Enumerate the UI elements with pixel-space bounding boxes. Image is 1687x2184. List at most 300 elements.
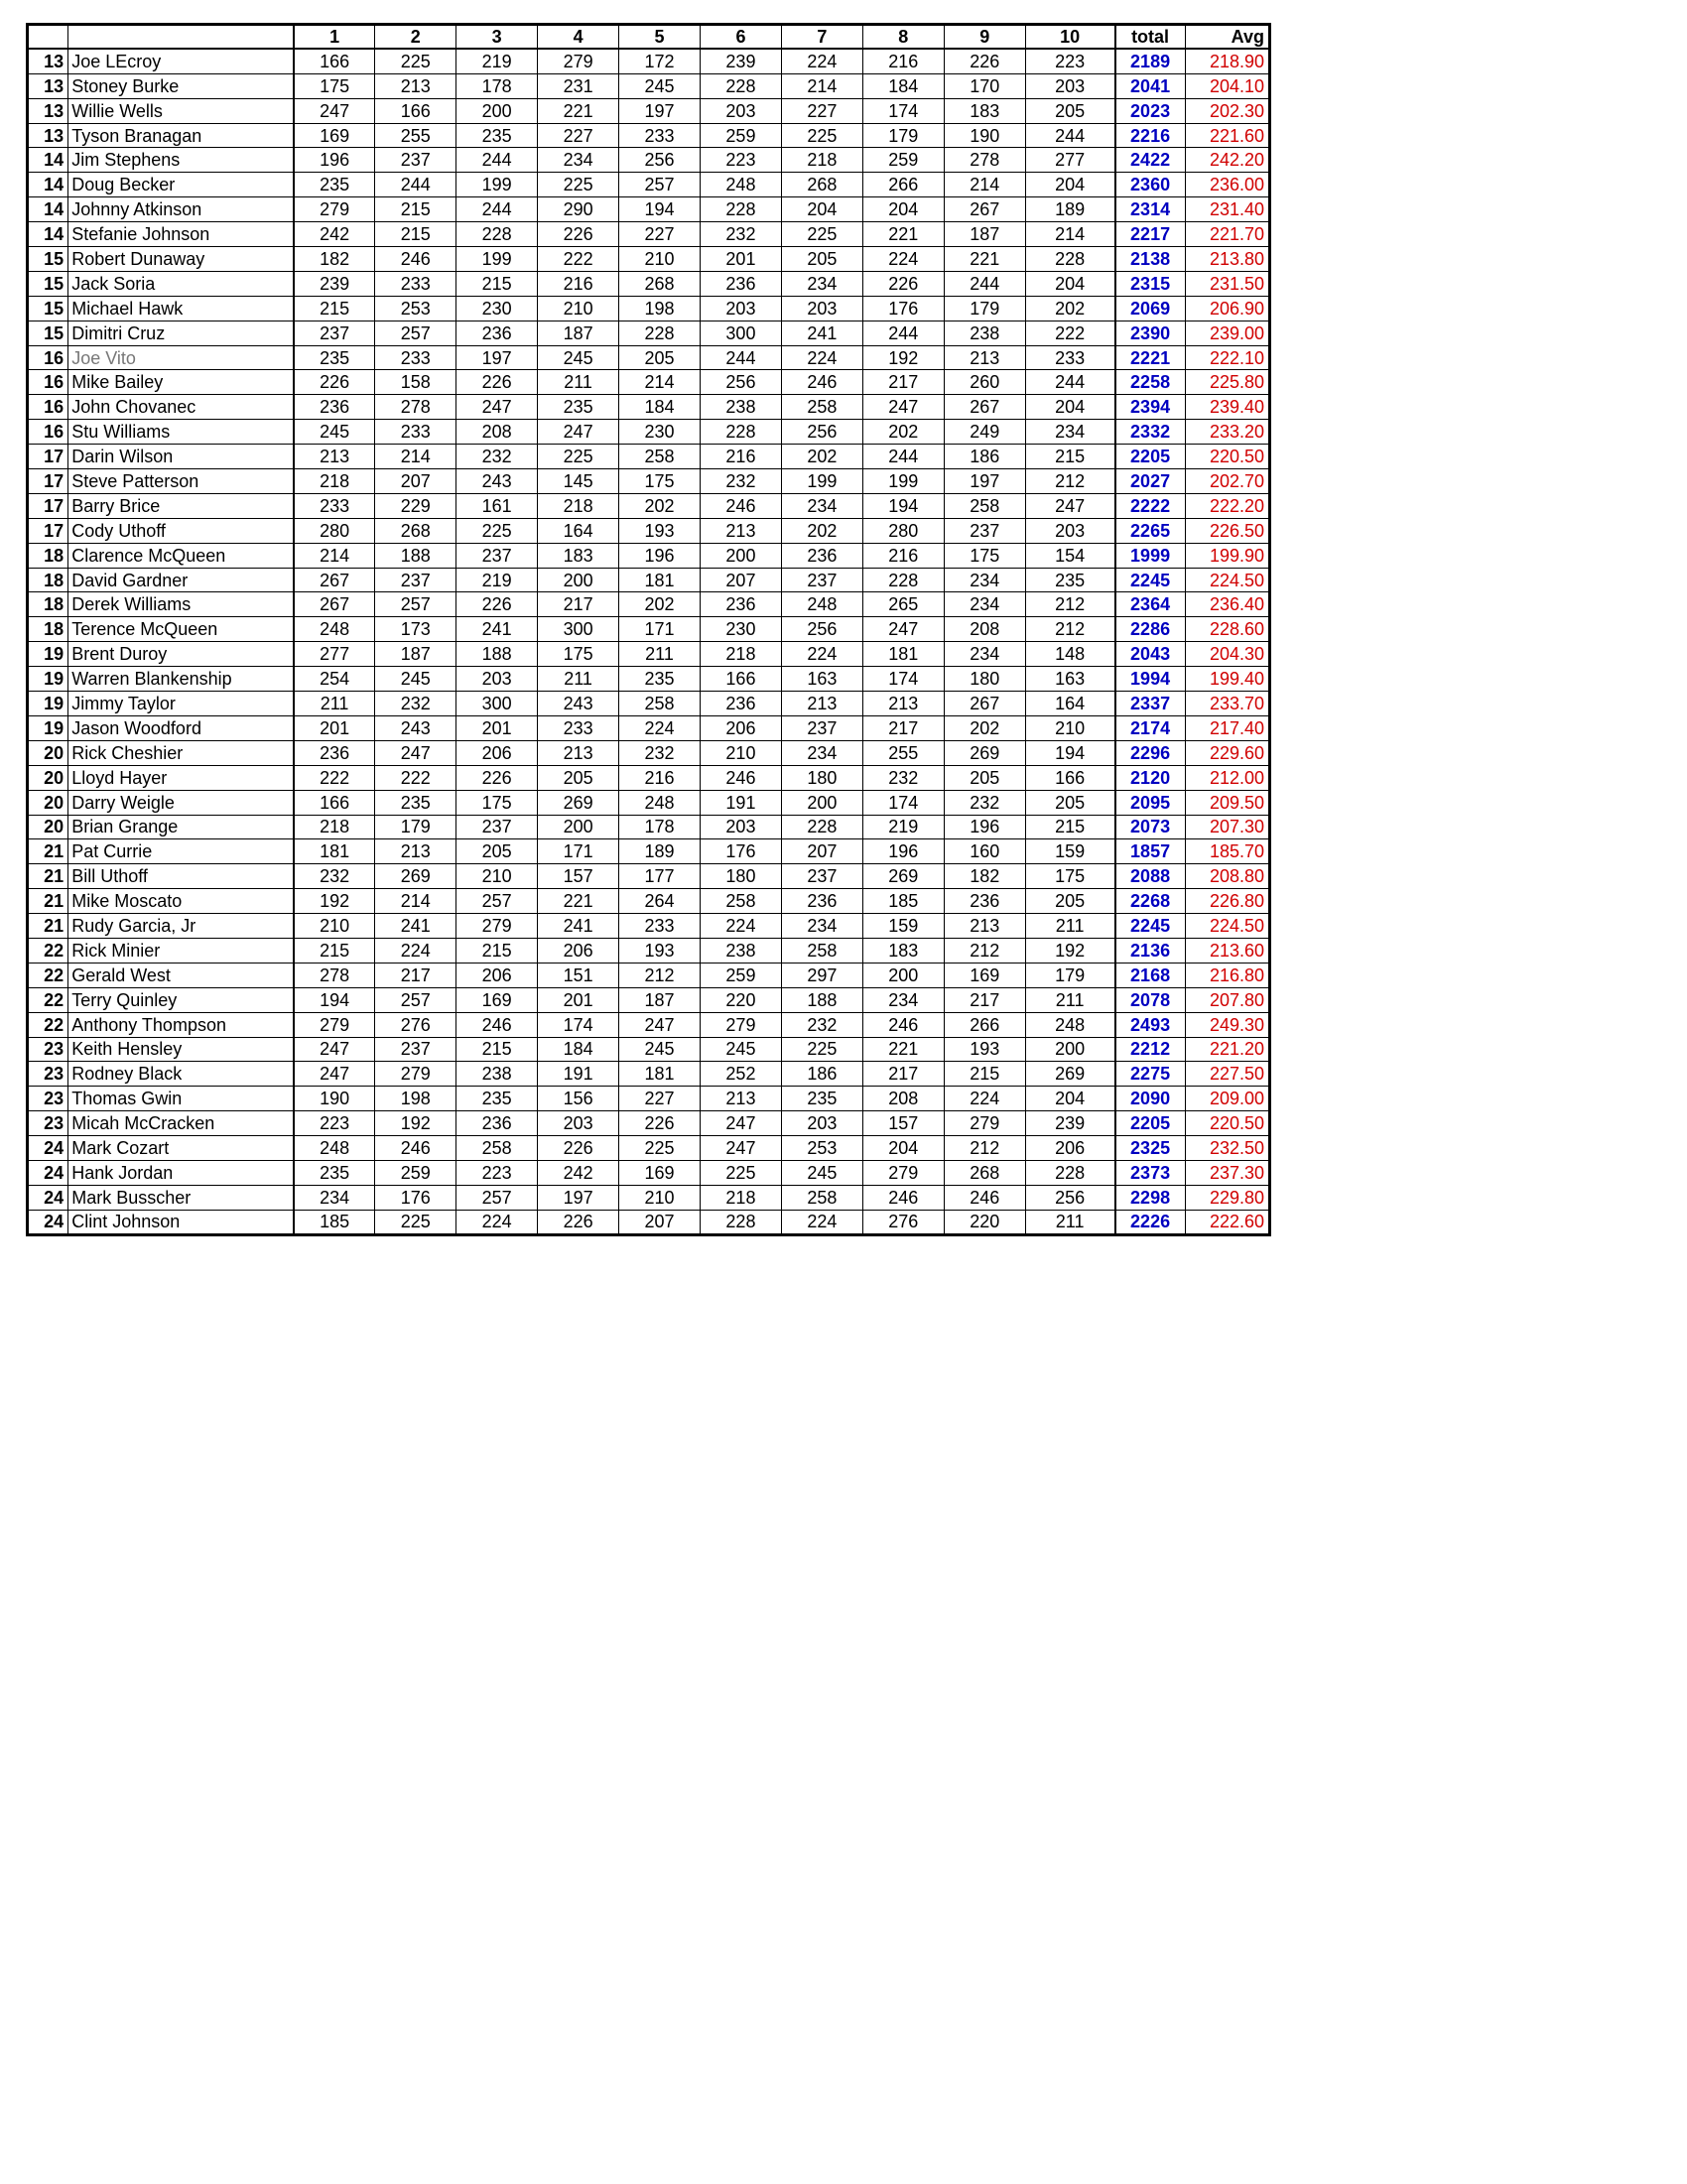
game-score-cell: 194	[1025, 740, 1114, 765]
flight-cell: 15	[28, 247, 68, 272]
total-cell: 2221	[1115, 345, 1185, 370]
game-score-cell: 203	[700, 98, 781, 123]
flight-cell: 21	[28, 839, 68, 864]
game-score-cell: 233	[375, 345, 456, 370]
game-score-cell: 249	[944, 420, 1025, 445]
avg-cell: 221.70	[1185, 222, 1270, 247]
game-score-cell: 233	[1025, 345, 1114, 370]
total-cell: 2337	[1115, 692, 1185, 716]
game-score-cell: 157	[862, 1111, 944, 1136]
game-score-cell: 279	[294, 197, 375, 222]
flight-cell: 22	[28, 1012, 68, 1037]
game-score-cell: 175	[456, 790, 538, 815]
total-cell: 2138	[1115, 247, 1185, 272]
game-score-cell: 182	[944, 864, 1025, 889]
total-cell: 2390	[1115, 321, 1185, 345]
game-score-cell: 196	[294, 148, 375, 173]
table-row	[28, 765, 1270, 790]
game-score-cell: 247	[700, 1136, 781, 1161]
game-score-cell: 222	[294, 765, 375, 790]
game-score-cell: 267	[944, 395, 1025, 420]
game-score-cell: 207	[781, 839, 862, 864]
game-score-cell: 276	[862, 1210, 944, 1234]
game-score-cell: 179	[375, 815, 456, 839]
bowler-name-cell: Rudy Garcia, Jr	[68, 914, 294, 939]
game-score-cell: 213	[944, 345, 1025, 370]
game-score-cell: 235	[781, 1087, 862, 1111]
flight-cell: 13	[28, 123, 68, 148]
game-score-cell: 300	[456, 692, 538, 716]
bowler-name-cell: Cody Uthoff	[68, 518, 294, 543]
game-score-cell: 268	[375, 518, 456, 543]
total-cell: 2069	[1115, 296, 1185, 321]
game-score-cell: 218	[294, 815, 375, 839]
game-score-cell: 256	[700, 370, 781, 395]
game-score-cell: 235	[294, 345, 375, 370]
table-row	[28, 1111, 1270, 1136]
avg-cell: 222.60	[1185, 1210, 1270, 1234]
total-cell: 2073	[1115, 815, 1185, 839]
game-score-cell: 248	[1025, 1012, 1114, 1037]
game-score-cell: 203	[538, 1111, 619, 1136]
bowler-name-cell: Doug Becker	[68, 173, 294, 197]
game-score-cell: 199	[456, 247, 538, 272]
total-cell: 2332	[1115, 420, 1185, 445]
game-score-cell: 192	[294, 889, 375, 914]
game-score-cell: 236	[294, 740, 375, 765]
game-score-cell: 171	[619, 617, 701, 642]
game-score-cell: 266	[944, 1012, 1025, 1037]
flight-cell: 13	[28, 49, 68, 73]
game-score-cell: 225	[375, 1210, 456, 1234]
game-score-cell: 213	[700, 518, 781, 543]
flight-cell: 15	[28, 296, 68, 321]
bowler-name-cell: Tyson Branagan	[68, 123, 294, 148]
game-score-cell: 279	[294, 1012, 375, 1037]
game-score-cell: 237	[375, 1037, 456, 1062]
game-score-cell: 163	[781, 667, 862, 692]
game-score-cell: 257	[456, 1185, 538, 1210]
game-score-cell: 229	[375, 493, 456, 518]
avg-cell: 202.30	[1185, 98, 1270, 123]
bowler-name-cell: Derek Williams	[68, 592, 294, 617]
flight-cell: 22	[28, 963, 68, 987]
game-score-cell: 234	[538, 148, 619, 173]
game-score-cell: 238	[700, 395, 781, 420]
game-score-cell: 238	[700, 938, 781, 963]
game-score-cell: 236	[294, 395, 375, 420]
game-score-cell: 192	[375, 1111, 456, 1136]
game-score-cell: 211	[538, 667, 619, 692]
game-score-cell: 183	[862, 938, 944, 963]
game-score-cell: 245	[700, 1037, 781, 1062]
game-score-cell: 181	[862, 642, 944, 667]
bowler-name-cell: Thomas Gwin	[68, 1087, 294, 1111]
game-score-cell: 160	[944, 839, 1025, 864]
table-row	[28, 1037, 1270, 1062]
game-score-cell: 221	[538, 98, 619, 123]
game-score-cell: 175	[294, 73, 375, 98]
game-score-cell: 215	[1025, 815, 1114, 839]
table-row	[28, 987, 1270, 1012]
game-score-cell: 247	[456, 395, 538, 420]
game-score-cell: 258	[781, 1185, 862, 1210]
avg-cell: 231.50	[1185, 271, 1270, 296]
flight-cell: 13	[28, 98, 68, 123]
game-score-cell: 222	[538, 247, 619, 272]
game-score-cell: 237	[456, 543, 538, 568]
total-cell: 2296	[1115, 740, 1185, 765]
game-score-cell: 224	[781, 345, 862, 370]
game-score-cell: 228	[1025, 1160, 1114, 1185]
avg-cell: 239.40	[1185, 395, 1270, 420]
table-row	[28, 445, 1270, 469]
flight-cell: 13	[28, 73, 68, 98]
game-score-cell: 279	[862, 1160, 944, 1185]
avg-cell: 224.50	[1185, 914, 1270, 939]
game-score-cell: 234	[294, 1185, 375, 1210]
game-score-cell: 218	[781, 148, 862, 173]
bowler-name-cell: David Gardner	[68, 568, 294, 592]
game-score-cell: 258	[619, 692, 701, 716]
game-score-cell: 179	[944, 296, 1025, 321]
game-score-cell: 166	[294, 49, 375, 73]
avg-cell: 213.80	[1185, 247, 1270, 272]
game-score-cell: 248	[700, 173, 781, 197]
game-score-cell: 237	[944, 518, 1025, 543]
game-score-cell: 241	[456, 617, 538, 642]
bowler-name-cell: Micah McCracken	[68, 1111, 294, 1136]
bowler-name-cell: Stefanie Johnson	[68, 222, 294, 247]
game-score-cell: 243	[375, 715, 456, 740]
game-score-cell: 200	[862, 963, 944, 987]
avg-cell: 249.30	[1185, 1012, 1270, 1037]
game-score-cell: 210	[538, 296, 619, 321]
flight-cell: 18	[28, 568, 68, 592]
bowler-name-cell: Brian Grange	[68, 815, 294, 839]
game-score-cell: 213	[375, 839, 456, 864]
table-row	[28, 839, 1270, 864]
game-score-cell: 217	[862, 370, 944, 395]
total-cell: 2189	[1115, 49, 1185, 73]
game-score-cell: 186	[944, 445, 1025, 469]
game-score-cell: 177	[619, 864, 701, 889]
flight-cell: 17	[28, 445, 68, 469]
game-score-cell: 237	[294, 321, 375, 345]
game-score-cell: 200	[781, 790, 862, 815]
avg-cell: 232.50	[1185, 1136, 1270, 1161]
game-score-cell: 188	[375, 543, 456, 568]
game-score-cell: 218	[294, 469, 375, 494]
game-score-cell: 212	[1025, 469, 1114, 494]
game-score-cell: 218	[700, 642, 781, 667]
game-score-cell: 257	[456, 889, 538, 914]
flight-cell: 21	[28, 864, 68, 889]
avg-cell: 229.80	[1185, 1185, 1270, 1210]
table-row	[28, 73, 1270, 98]
game-score-cell: 205	[1025, 889, 1114, 914]
game-score-cell: 206	[456, 740, 538, 765]
table-row	[28, 271, 1270, 296]
avg-cell: 221.20	[1185, 1037, 1270, 1062]
table-row	[28, 692, 1270, 716]
avg-cell: 199.90	[1185, 543, 1270, 568]
total-cell: 2493	[1115, 1012, 1185, 1037]
game-score-cell: 206	[538, 938, 619, 963]
game-score-cell: 241	[781, 321, 862, 345]
total-cell: 2136	[1115, 938, 1185, 963]
game-score-cell: 233	[375, 271, 456, 296]
game-score-cell: 244	[456, 148, 538, 173]
game-score-cell: 197	[456, 345, 538, 370]
table-row	[28, 321, 1270, 345]
avg-cell: 239.00	[1185, 321, 1270, 345]
game-score-cell: 269	[862, 864, 944, 889]
game-score-cell: 169	[294, 123, 375, 148]
game-score-cell: 214	[294, 543, 375, 568]
game-score-cell: 216	[538, 271, 619, 296]
game-score-cell: 247	[294, 1062, 375, 1087]
game-score-cell: 232	[456, 445, 538, 469]
game-score-cell: 199	[781, 469, 862, 494]
game-score-cell: 159	[1025, 839, 1114, 864]
game-score-cell: 297	[781, 963, 862, 987]
bowler-name-cell: Clint Johnson	[68, 1210, 294, 1234]
game-score-cell: 184	[862, 73, 944, 98]
game-score-cell: 236	[781, 889, 862, 914]
avg-cell: 233.20	[1185, 420, 1270, 445]
game-score-cell: 176	[700, 839, 781, 864]
game-score-cell: 259	[700, 963, 781, 987]
avg-cell: 242.20	[1185, 148, 1270, 173]
game-score-cell: 279	[538, 49, 619, 73]
bowler-name-cell: Gerald West	[68, 963, 294, 987]
game-score-cell: 223	[700, 148, 781, 173]
game-score-cell: 244	[862, 445, 944, 469]
game-score-cell: 246	[375, 247, 456, 272]
game-score-cell: 245	[538, 345, 619, 370]
game-score-cell: 148	[1025, 642, 1114, 667]
total-cell: 2041	[1115, 73, 1185, 98]
total-cell: 2268	[1115, 889, 1185, 914]
game-score-cell: 258	[619, 445, 701, 469]
flight-cell: 15	[28, 271, 68, 296]
avg-cell: 209.50	[1185, 790, 1270, 815]
game-score-cell: 202	[944, 715, 1025, 740]
game-score-cell: 264	[619, 889, 701, 914]
game-score-cell: 200	[700, 543, 781, 568]
game-score-cell: 260	[944, 370, 1025, 395]
game-score-cell: 214	[781, 73, 862, 98]
avg-cell: 236.40	[1185, 592, 1270, 617]
game-score-cell: 228	[781, 815, 862, 839]
total-cell: 2265	[1115, 518, 1185, 543]
game-score-cell: 234	[1025, 420, 1114, 445]
game-score-cell: 203	[781, 1111, 862, 1136]
game-score-cell: 253	[375, 296, 456, 321]
total-cell: 2314	[1115, 197, 1185, 222]
total-cell: 2373	[1115, 1160, 1185, 1185]
game-score-cell: 234	[781, 271, 862, 296]
avg-cell: 202.70	[1185, 469, 1270, 494]
game-score-cell: 180	[944, 667, 1025, 692]
game-score-cell: 204	[1025, 395, 1114, 420]
game-score-cell: 252	[700, 1062, 781, 1087]
game-score-cell: 203	[456, 667, 538, 692]
avg-cell: 227.50	[1185, 1062, 1270, 1087]
game-score-cell: 210	[456, 864, 538, 889]
game-score-cell: 228	[619, 321, 701, 345]
game-score-cell: 211	[538, 370, 619, 395]
game-score-cell: 269	[375, 864, 456, 889]
bowler-name-cell: Joe LEcroy	[68, 49, 294, 73]
game-score-cell: 172	[619, 49, 701, 73]
game-score-cell: 187	[538, 321, 619, 345]
total-cell: 2088	[1115, 864, 1185, 889]
game-score-cell: 180	[700, 864, 781, 889]
game-score-cell: 237	[375, 148, 456, 173]
game-score-cell: 208	[862, 1087, 944, 1111]
game-score-cell: 256	[781, 617, 862, 642]
game-score-cell: 256	[781, 420, 862, 445]
game-score-cell: 244	[944, 271, 1025, 296]
game-score-cell: 181	[619, 568, 701, 592]
game-score-cell: 211	[1025, 987, 1114, 1012]
bowler-name-cell: Mike Moscato	[68, 889, 294, 914]
game-score-cell: 228	[1025, 247, 1114, 272]
game-score-cell: 205	[944, 765, 1025, 790]
game-score-cell: 279	[700, 1012, 781, 1037]
bowler-name-cell: Pat Currie	[68, 839, 294, 864]
game-score-cell: 202	[862, 420, 944, 445]
total-cell: 2120	[1115, 765, 1185, 790]
game-score-cell: 245	[781, 1160, 862, 1185]
bowler-name-cell: Joe Vito	[68, 345, 294, 370]
bowler-name-cell: Mark Busscher	[68, 1185, 294, 1210]
game-score-cell: 183	[538, 543, 619, 568]
table-row	[28, 1185, 1270, 1210]
table-row	[28, 740, 1270, 765]
game-score-cell: 243	[538, 692, 619, 716]
avg-cell: 220.50	[1185, 1111, 1270, 1136]
game-score-cell: 246	[375, 1136, 456, 1161]
game-score-cell: 185	[294, 1210, 375, 1234]
table-row	[28, 49, 1270, 73]
game-score-cell: 178	[456, 73, 538, 98]
total-cell: 2394	[1115, 395, 1185, 420]
game-score-cell: 211	[619, 642, 701, 667]
game-score-cell: 237	[375, 568, 456, 592]
table-row	[28, 173, 1270, 197]
table-row	[28, 790, 1270, 815]
game-score-cell: 215	[944, 1062, 1025, 1087]
game-score-cell: 245	[619, 1037, 701, 1062]
game-score-cell: 219	[862, 815, 944, 839]
table-row	[28, 345, 1270, 370]
game-score-cell: 174	[862, 790, 944, 815]
game-score-cell: 248	[781, 592, 862, 617]
header-game-4: 4	[538, 25, 619, 50]
game-score-cell: 212	[944, 938, 1025, 963]
game-score-cell: 259	[375, 1160, 456, 1185]
game-score-cell: 196	[944, 815, 1025, 839]
game-score-cell: 201	[294, 715, 375, 740]
game-score-cell: 248	[294, 1136, 375, 1161]
game-score-cell: 239	[294, 271, 375, 296]
game-score-cell: 164	[538, 518, 619, 543]
avg-cell: 225.80	[1185, 370, 1270, 395]
avg-cell: 204.30	[1185, 642, 1270, 667]
total-cell: 2258	[1115, 370, 1185, 395]
game-score-cell: 207	[619, 1210, 701, 1234]
game-score-cell: 214	[619, 370, 701, 395]
game-score-cell: 226	[538, 1210, 619, 1234]
game-score-cell: 247	[294, 98, 375, 123]
game-score-cell: 174	[862, 98, 944, 123]
game-score-cell: 238	[456, 1062, 538, 1087]
header-name	[68, 25, 294, 50]
game-score-cell: 223	[294, 1111, 375, 1136]
game-score-cell: 256	[619, 148, 701, 173]
game-score-cell: 224	[781, 642, 862, 667]
game-score-cell: 266	[862, 173, 944, 197]
game-score-cell: 175	[619, 469, 701, 494]
flight-cell: 23	[28, 1062, 68, 1087]
table-row	[28, 98, 1270, 123]
avg-cell: 237.30	[1185, 1160, 1270, 1185]
header-flight	[28, 25, 68, 50]
game-score-cell: 278	[375, 395, 456, 420]
game-score-cell: 235	[456, 1087, 538, 1111]
total-cell: 2286	[1115, 617, 1185, 642]
game-score-cell: 228	[700, 420, 781, 445]
table-row	[28, 296, 1270, 321]
game-score-cell: 202	[781, 518, 862, 543]
game-score-cell: 207	[700, 568, 781, 592]
game-score-cell: 237	[781, 568, 862, 592]
game-score-cell: 279	[944, 1111, 1025, 1136]
game-score-cell: 213	[538, 740, 619, 765]
game-score-cell: 223	[456, 1160, 538, 1185]
game-score-cell: 227	[781, 98, 862, 123]
game-score-cell: 258	[781, 395, 862, 420]
game-score-cell: 176	[375, 1185, 456, 1210]
game-score-cell: 166	[700, 667, 781, 692]
game-score-cell: 204	[1025, 1087, 1114, 1111]
game-score-cell: 244	[1025, 123, 1114, 148]
game-score-cell: 181	[619, 1062, 701, 1087]
game-score-cell: 199	[456, 173, 538, 197]
game-score-cell: 247	[700, 1111, 781, 1136]
game-score-cell: 225	[781, 123, 862, 148]
game-score-cell: 176	[862, 296, 944, 321]
game-score-cell: 179	[862, 123, 944, 148]
total-cell: 2217	[1115, 222, 1185, 247]
table-row	[28, 1136, 1270, 1161]
game-score-cell: 277	[294, 642, 375, 667]
game-score-cell: 224	[375, 938, 456, 963]
game-score-cell: 201	[538, 987, 619, 1012]
flight-cell: 19	[28, 715, 68, 740]
game-score-cell: 230	[456, 296, 538, 321]
bowler-name-cell: Hank Jordan	[68, 1160, 294, 1185]
game-score-cell: 217	[375, 963, 456, 987]
table-row	[28, 642, 1270, 667]
avg-cell: 204.10	[1185, 73, 1270, 98]
table-row	[28, 568, 1270, 592]
game-score-cell: 164	[1025, 692, 1114, 716]
avg-cell: 222.10	[1185, 345, 1270, 370]
